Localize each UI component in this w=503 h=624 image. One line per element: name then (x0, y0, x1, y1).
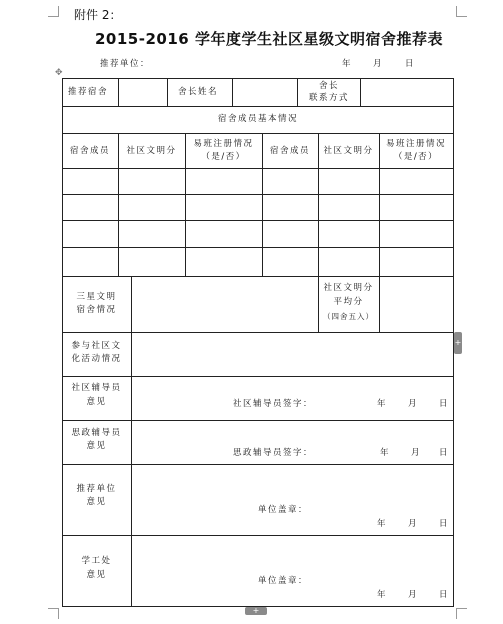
avg-score-label-line2: 平均分 (333, 297, 364, 307)
section-title-members: 宿舍成员基本情况 (217, 114, 298, 124)
member-row[interactable] (63, 195, 453, 220)
date-day: 日 (405, 59, 416, 69)
leader-contact-input[interactable] (361, 79, 452, 105)
header-dorm-member: 宿舍成员 (69, 146, 110, 156)
three-star-input[interactable] (132, 277, 317, 331)
office-date-month: 月 (408, 590, 419, 600)
column-resize-handle-icon[interactable]: + (245, 607, 267, 615)
header-civility-score: 社区文明分 (323, 146, 374, 156)
page-corner-mark (456, 6, 467, 17)
page-corner-mark (48, 608, 59, 619)
tutor-date-year: 年 (377, 399, 388, 409)
unit-label-line1: 推荐单位 (76, 484, 117, 494)
counselor-date-year: 年 (380, 448, 391, 458)
member-row[interactable] (63, 169, 453, 194)
table-move-handle-icon[interactable]: ✥ (55, 68, 63, 78)
unit-date-year: 年 (377, 519, 388, 529)
recommend-unit-label: 推荐单位： (100, 59, 151, 69)
unit-date-month: 月 (408, 519, 419, 529)
office-label-line1: 学工处 (81, 556, 112, 566)
three-star-label-line1: 三星文明 (76, 292, 117, 302)
tutor-date-day: 日 (439, 399, 450, 409)
avg-score-input[interactable] (380, 277, 452, 331)
avg-score-label-line3: （四舍五入） (323, 312, 374, 321)
tutor-signature-label: 社区辅导员签字： (233, 399, 314, 409)
tutor-date-month: 月 (408, 399, 419, 409)
counselor-date-month: 月 (411, 448, 422, 458)
tutor-label-line2: 意见 (86, 397, 107, 407)
office-label-line2: 意见 (86, 570, 107, 580)
header-civility-score: 社区文明分 (126, 146, 177, 156)
header-yiban-registration: 易班注册情况 (385, 139, 446, 149)
date-month: 月 (373, 59, 384, 69)
tutor-label-line1: 社区辅导员 (71, 383, 122, 393)
counselor-date-day: 日 (439, 448, 450, 458)
header-dorm-member: 宿舍成员 (269, 146, 310, 156)
date-year: 年 (342, 59, 353, 69)
dorm-leader-name-label: 舍长姓名 (178, 87, 219, 97)
header-yiban-registration: 易班注册情况 (193, 139, 254, 149)
page-corner-mark (456, 608, 467, 619)
header-yiban-yes-no: （是/否） (201, 152, 246, 162)
office-seal-label: 单位盖章： (258, 576, 309, 586)
row-resize-handle-icon[interactable]: + (454, 332, 462, 354)
recommended-dorm-input[interactable] (119, 79, 166, 105)
page-corner-mark (48, 6, 59, 17)
member-row[interactable] (63, 221, 453, 247)
attachment-label: 附件 2： (74, 8, 122, 22)
leader-contact-label-line2: 联系方式 (308, 93, 349, 103)
recommended-dorm-label: 推荐宿舍 (68, 87, 109, 97)
activity-label-line1: 参与社区文 (71, 341, 122, 351)
counselor-label-line1: 思政辅导员 (71, 428, 122, 438)
activity-input[interactable] (132, 333, 452, 375)
counselor-label-line2: 意见 (86, 441, 107, 451)
unit-date-day: 日 (439, 519, 450, 529)
three-star-label-line2: 宿舍情况 (76, 305, 117, 315)
unit-label-line2: 意见 (86, 497, 107, 507)
unit-seal-label: 单位盖章： (258, 505, 309, 515)
activity-label-line2: 化活动情况 (71, 354, 122, 364)
leader-contact-label-line1: 舍长 (318, 81, 339, 91)
office-date-year: 年 (377, 590, 388, 600)
header-yiban-yes-no: （是/否） (393, 152, 439, 162)
counselor-signature-label: 思政辅导员签字： (233, 448, 314, 458)
avg-score-label-line1: 社区文明分 (323, 283, 374, 293)
member-row[interactable] (63, 248, 453, 276)
page-title: 2015-2016 学年度学生社区星级文明宿舍推荐表 (95, 30, 443, 48)
dorm-leader-name-input[interactable] (233, 79, 296, 105)
office-date-day: 日 (439, 590, 450, 600)
